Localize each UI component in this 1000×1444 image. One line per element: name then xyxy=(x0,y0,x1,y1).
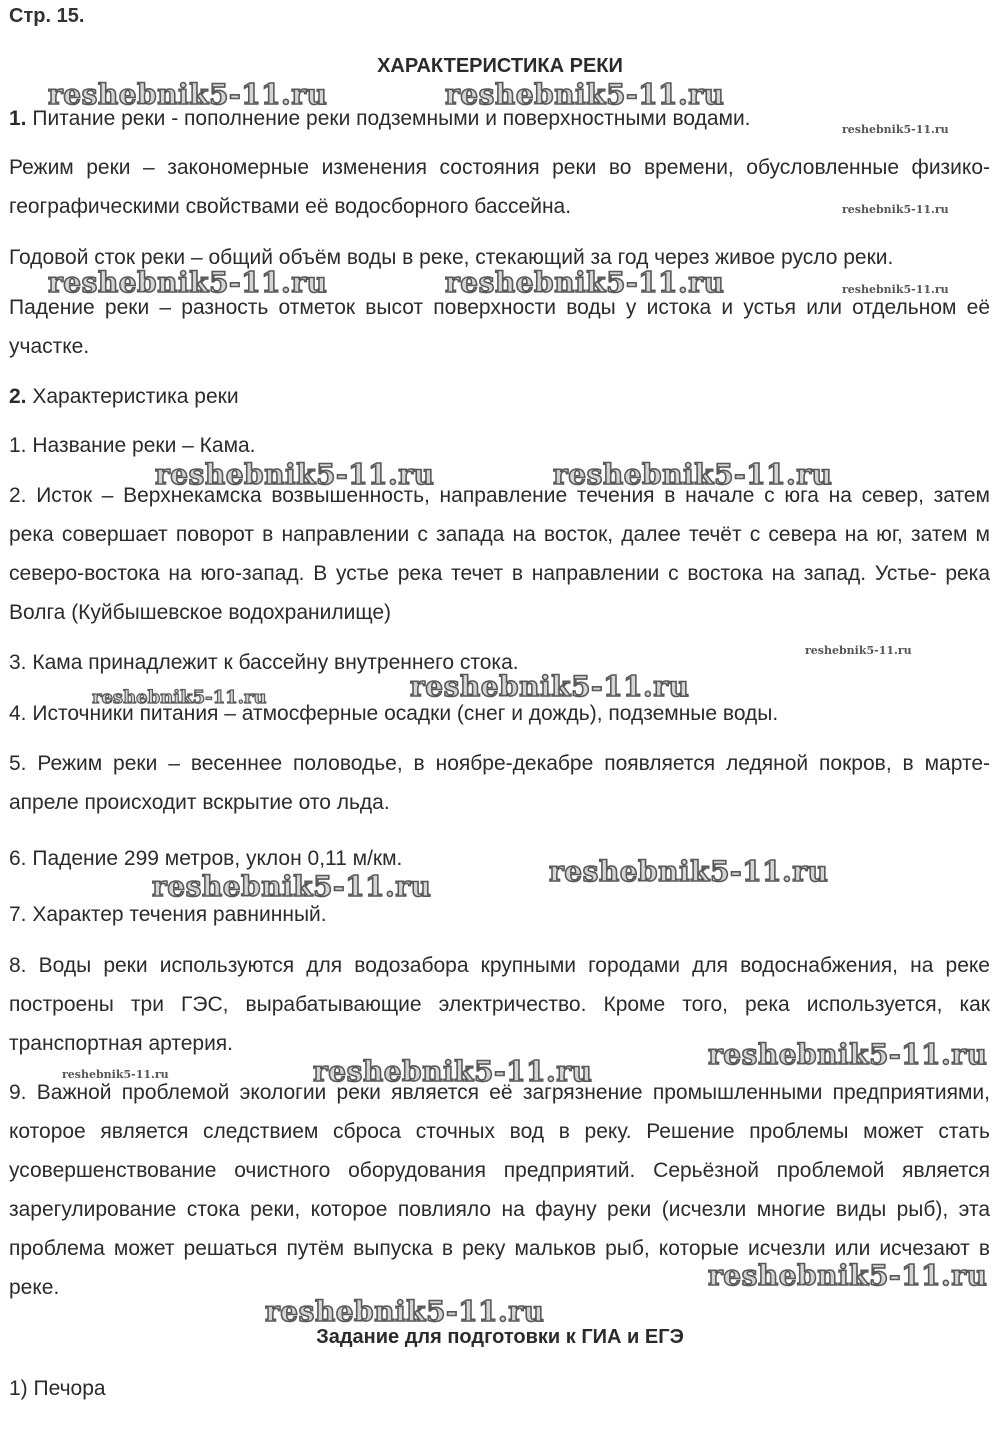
item-basin: 3. Кама принадлежит к бассейну внутреннего стока. xyxy=(9,651,519,674)
item-flow-character: 7. Характер течения равнинный. xyxy=(9,903,327,926)
watermark: reshebnik5-11.ru xyxy=(445,78,725,111)
task2-number: 2. xyxy=(9,385,27,408)
page-title: ХАРАКТЕРИСТИКА РЕКИ xyxy=(377,55,623,77)
item-usage: 8. Воды реки используются для водозабора крупными городами для водоснабжения, на реке построены три ГЭС, вырабатывающие электричество. Кроме того, река используется, как транспортная артерия. xyxy=(9,954,990,1055)
watermark: reshebnik5-11.ru xyxy=(152,870,432,903)
watermark: reshebnik5-11.ru xyxy=(553,458,833,491)
watermark: reshebnik5-11.ru xyxy=(842,283,949,296)
exam-heading: Задание для подготовки к ГИА и ЕГЭ xyxy=(316,1326,684,1348)
task2-heading-text: Характеристика реки xyxy=(32,385,239,408)
watermark: reshebnik5-11.ru xyxy=(155,458,435,491)
annual-runoff-definition: Годовой сток реки – общий объём воды в реке, стекающий за год через живое русло реки. xyxy=(9,246,894,269)
exam-answer: 1) Печора xyxy=(9,1377,106,1400)
item-river-source: 2. Исток – Верхнекамска возвышенность, направление течения в начале с юга на север, затем река совершает поворот в направлении с запада на восток, далее течёт с севера на юг, затем м северо-востока на юго-запад. В устье река течет в направлении с востока на запад. Устье- река Волга (Куйбышевское водохранилище) xyxy=(9,484,990,624)
watermark: reshebnik5-11.ru xyxy=(62,1068,169,1081)
task1-line xyxy=(9,106,990,132)
item-regime: 5. Режим реки – весеннее половодье, в ноябре-декабре появляется ледяной покров, в марте-апреле происходит вскрытие ото льда. xyxy=(9,752,990,814)
watermark: reshebnik5-11.ru xyxy=(708,1259,988,1292)
page-number: Стр. 15. xyxy=(9,5,85,27)
watermark: reshebnik5-11.ru xyxy=(48,78,328,111)
task1-number: 1. xyxy=(9,107,27,130)
watermark: reshebnik5-11.ru xyxy=(313,1055,593,1088)
watermark: reshebnik5-11.ru xyxy=(805,644,912,657)
task2-heading xyxy=(9,384,990,410)
river-regime-definition: Режим реки – закономерные изменения состояния реки во времени, обусловленные физико-географическими свойствами её водосборного бассейна. xyxy=(9,156,990,218)
item-ecology: 9. Важной проблемой экологии реки является её загрязнение промышленными предприятиями, которое является следствием сброса сточных вод в реку. Решение проблемы может стать усовершенствование очистного оборудования предприятий. Серьёзной проблемой является зарегулирование стока реки, которое повлияло на фауну реки (исчезли многие виды рыб), эта проблема может решаться путём выпуска в реку мальков рыб, которые исчезли или исчезают в реке. xyxy=(9,1081,990,1299)
watermark: reshebnik5-11.ru xyxy=(410,670,690,703)
watermark: reshebnik5-11.ru xyxy=(265,1295,545,1328)
watermark: reshebnik5-11.ru xyxy=(48,266,328,299)
watermark: reshebnik5-11.ru xyxy=(708,1038,988,1071)
item-feeding-sources: 4. Источники питания – атмосферные осадки (снег и дождь), подземные воды. xyxy=(9,702,779,725)
item-river-name: 1. Название реки – Кама. xyxy=(9,434,256,457)
river-fall-definition: Падение реки – разность отметок высот поверхности воды у истока и устья или отдельном её участке. xyxy=(9,296,990,358)
watermark: reshebnik5-11.ru xyxy=(445,266,725,299)
watermark: reshebnik5-11.ru xyxy=(92,687,267,708)
item-fall: 6. Падение 299 метров, уклон 0,11 м/км. xyxy=(9,847,403,870)
watermark: reshebnik5-11.ru xyxy=(842,203,949,216)
watermark: reshebnik5-11.ru xyxy=(842,123,949,136)
watermark: reshebnik5-11.ru xyxy=(549,855,829,888)
river-feeding-definition: Питание реки - пополнение реки подземными и поверхностными водами. xyxy=(32,107,751,130)
